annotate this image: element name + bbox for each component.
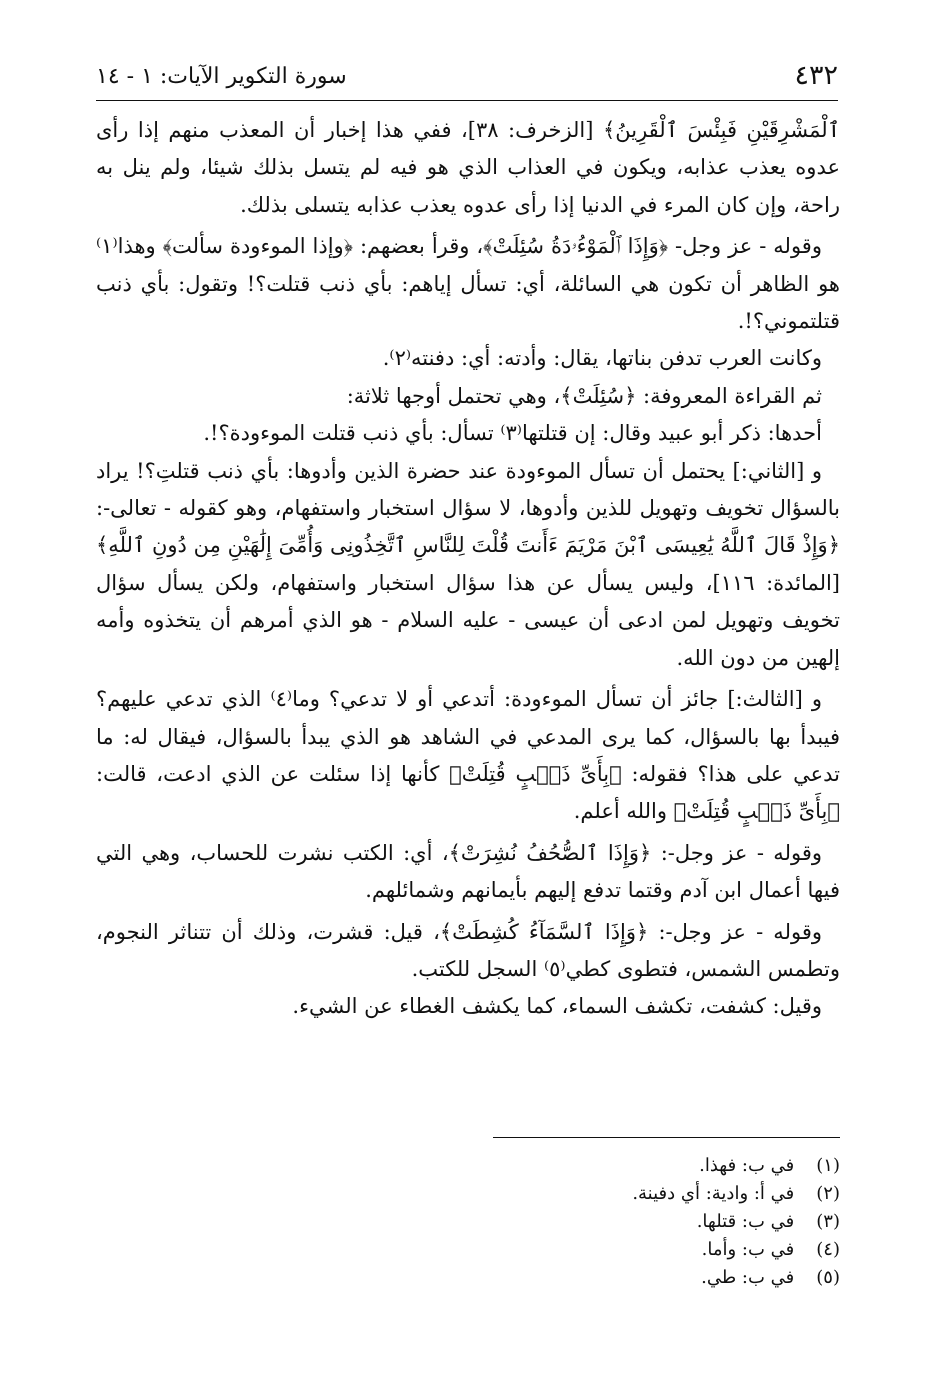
page-number: ٤٣٢ <box>794 60 838 91</box>
footnote <box>300 1208 840 1236</box>
footnote <box>300 1180 840 1208</box>
footnote-number: (٣) <box>816 1211 840 1232</box>
paragraph: ثم القراءة المعروفة: ﴿سُئِلَتْ﴾، وهي تحتمل أوجها ثلاثة: <box>346 383 822 408</box>
footnote-number: (٤) <box>816 1239 840 1260</box>
paragraph: وقوله - عز وجل- ﴿وَإِذَا ٱلْمَوْءُۥدَةُ سُئِلَتْ﴾، وقرأ بعضهم: ﴿وإذا الموءودة سألت﴾ وهذا⁽١⁾ هو الظاهر أن تكون هي السائلة، أي: تسأل إياهم: بأي ذنب قتلت؟! وتقول: بأي ذنب قتلتموني؟!. <box>96 234 840 334</box>
paragraph: و [الثالث:] جائز أن تسأل الموءودة: أتدعي أو لا تدعي؟ وما⁽٤⁾ الذي تدعي عليهم؟ فيبدأ بها بالسؤال، كما يرى المدعي في الشاهد هو الذي يبدأ بالسؤال، فيقال له: ما تدعي على هذا؟ فقوله: ﴿بِأَىِّ ذَنۢبٍ قُتِلَتْ﴾ كأنها إذا سئلت عن الذي ادعت، قالت: ﴿بِأَىِّ ذَنۢبٍ قُتِلَتْ﴾ والله أعلم. <box>96 687 840 824</box>
paragraph: أحدها: ذكر أبو عبيد وقال: إن قتلتها⁽٣⁾ تسأل: بأي ذنب قتلت الموءودة؟!. <box>203 421 822 446</box>
footnote <box>300 1236 840 1264</box>
paragraph: وقوله - عز وجل-: ﴿وَإِذَا ٱلسَّمَآءُ كُشِطَتْ﴾، قيل: قشرت، وذلك أن تتناثر النجوم، وتطمس الشمس، فتطوى كطي⁽٥⁾ السجل للكتب. <box>96 919 840 981</box>
footnote-text: في ب: قتلها. <box>696 1211 795 1232</box>
paragraph: وقيل: كشفت، تكشف السماء، كما يكشف الغطاء عن الشيء. <box>292 994 822 1019</box>
footnote <box>300 1152 840 1180</box>
footnote-separator <box>493 1137 840 1138</box>
footnote <box>300 1264 840 1292</box>
footnote-text: في أ: وادية: أي دفينة. <box>632 1183 795 1204</box>
footnotes <box>300 1152 840 1292</box>
paragraph: وقوله - عز وجل-: ﴿وَإِذَا ٱلصُّحُفُ نُشِرَتْ﴾، أي: الكتب نشرت للحساب، وهي التي فيها أعمال ابن آدم وقتما تدفع إليهم بأيمانهم وشمائلهم. <box>96 840 840 903</box>
footnote-text: في ب: طي. <box>701 1267 795 1288</box>
paragraph: وكانت العرب تدفن بناتها، يقال: وأدته: أي: دفنته⁽٢⁾. <box>382 346 822 371</box>
page-header <box>96 58 838 101</box>
running-title: سورة التكوير الآيات: ١ - ١٤ <box>96 64 347 89</box>
footnote-number: (٥) <box>816 1267 840 1288</box>
footnote-text: في ب: فهذا. <box>699 1155 795 1176</box>
paragraph: ٱلْمَشْرِقَيْنِ فَبِئْسَ ٱلْقَرِينُ﴾ [الزخرف: ٣٨]، ففي هذا إخبار أن المعذب منهم إذا رأى عدوه يعذب عذابه، ويكون في العذاب الذي هو فيه لم يتسل بذلك شيئا، ولم ينل به راحة، وإن كان المرء في الدنيا إذا رأى عدوه يعذب عذابه يتسلى بذلك. <box>96 118 841 217</box>
main-text <box>96 112 840 1026</box>
footnote-text: في ب: وأما. <box>701 1239 795 1260</box>
footnote-number: (١) <box>816 1155 840 1176</box>
footnote-number: (٢) <box>816 1183 840 1204</box>
paragraph: و [الثاني:] يحتمل أن تسأل الموءودة عند حضرة الذين وأدوها: بأي ذنب قتلتِ؟! يراد بالسؤال تخويف وتهويل للذين وأدوها، لا سؤال استخبار واستفهام، وهو كقوله - تعالى-: ﴿وَإِذْ قَالَ ٱللَّهُ يَٰعِيسَى ٱبْنَ مَرْيَمَ ءَأَنتَ قُلْتَ لِلنَّاسِ ٱتَّخِذُونِى وَأُمِّىَ إِلَٰهَيْنِ مِن دُونِ ٱللَّهِ﴾ [المائدة: ١١٦]، وليس يسأل عن هذا سؤال استخبار واستفهام، ولكن يسأل سؤال تخويف وتهويل لمن ادعى أن عيسى - عليه السلام - هو الذي أمرهم أن يتخذوه وأمه إلهين من دون الله. <box>96 458 840 670</box>
